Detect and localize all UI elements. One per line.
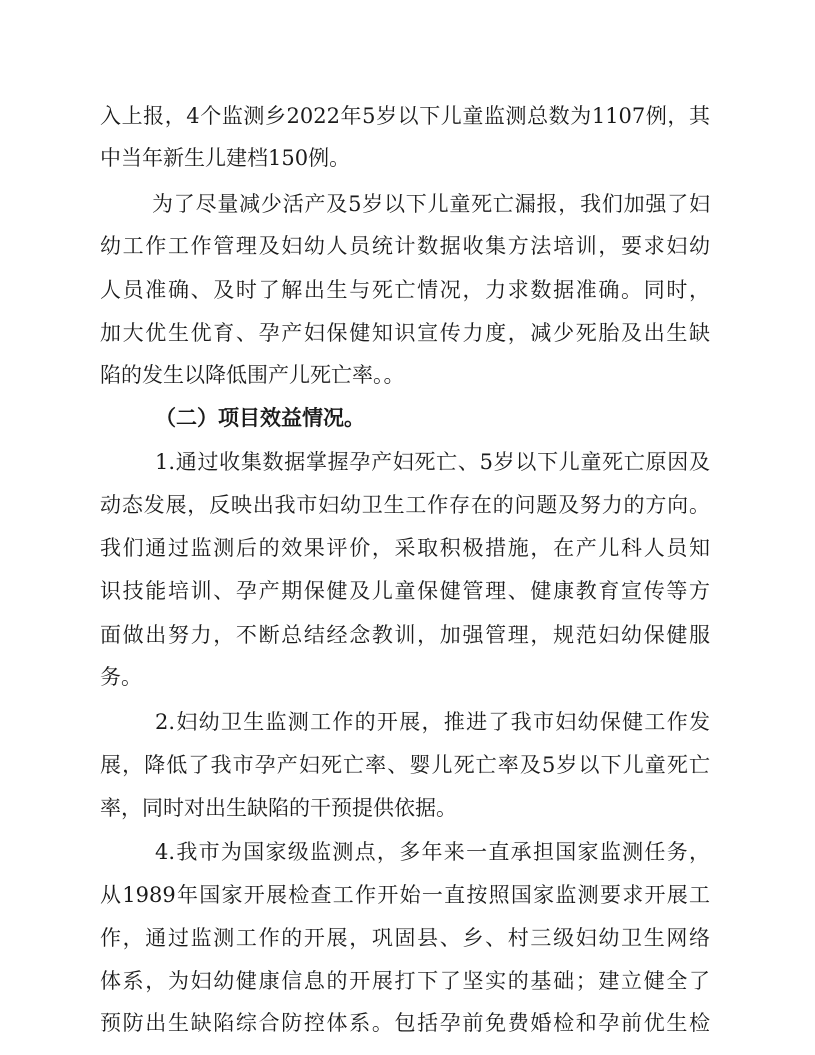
text-line-10 [0,485,815,525]
text-line-6-text: 加大优生优育、孕产妇保健知识宣传力度，减少死胎及出生缺 [100,321,710,345]
text-line-20 [0,918,815,958]
text-line-20-text: 作，通过监测工作的开展，巩固县、乡、村三级妇幼卫生网络 [100,926,710,950]
text-line-3 [0,184,815,224]
text-line-9-text: 1.通过收集数据掌握孕产妇死亡、5岁以下儿童死亡原因及 [155,450,710,474]
text-line-13 [0,615,815,655]
text-line-9 [0,442,815,482]
text-line-12-text: 识技能培训、孕产期保健及儿童保健管理、健康教育宣传等方 [100,579,710,603]
section-heading-text: （二）项目效益情况。 [155,405,365,430]
text-line-14-text: 务。 [100,665,142,689]
text-line-11-text: 我们通过监测后的效果评价，采取积极措施，在产儿科人员知 [100,536,710,560]
text-line-21-text: 体系，为妇幼健康信息的开展打下了坚实的基础；建立健全了 [100,969,710,993]
text-line-5-text: 人员准确、及时了解出生与死亡情况，力求数据准确。同时， [100,278,710,302]
text-line-13-text: 面做出努力，不断总结经念教训，加强管理，规范妇幼保健服 [100,623,710,647]
text-line-5 [0,270,815,310]
text-line-2 [0,138,815,178]
text-line-1-text: 入上报，4个监测乡2022年5岁以下儿童监测总数为1107例，其 [100,104,710,128]
text-line-1 [0,96,815,136]
text-line-6 [0,313,815,353]
text-line-4 [0,226,815,266]
text-line-15 [0,702,815,742]
text-line-7 [0,355,815,395]
text-line-16 [0,745,815,785]
text-line-12 [0,571,815,611]
text-line-22 [0,1003,815,1043]
text-line-10-text: 动态发展，反映出我市妇幼卫生工作存在的问题及努力的方向。 [100,493,710,517]
text-line-14 [0,657,815,697]
text-line-3-text: 为了尽量减少活产及5岁以下儿童死亡漏报，我们加强了妇 [152,192,710,216]
section-heading [0,398,815,438]
text-line-18 [0,832,815,872]
text-line-17 [0,788,815,828]
text-line-2-text: 中当年新生儿建档150例。 [100,146,351,170]
text-line-22-text: 预防出生缺陷综合防控体系。包括孕前免费婚检和孕前优生检 [100,1011,710,1035]
text-line-18-text: 4.我市为国家级监测点，多年来一直承担国家监测任务， [155,840,710,864]
text-line-19 [0,875,815,915]
text-line-19-text: 从1989年国家开展检查工作开始一直按照国家监测要求开展工 [100,883,710,907]
text-line-15-text: 2.妇幼卫生监测工作的开展，推进了我市妇幼保健工作发 [155,710,710,734]
text-line-11 [0,528,815,568]
text-line-17-text: 率，同时对出生缺陷的干预提供依据。 [100,796,457,820]
text-line-21 [0,961,815,1001]
text-line-16-text: 展，降低了我市孕产妇死亡率、婴儿死亡率及5岁以下儿童死亡 [100,753,710,777]
text-line-4-text: 幼工作工作管理及妇幼人员统计数据收集方法培训，要求妇幼 [100,234,710,258]
text-line-7-text: 陷的发生以降低围产儿死亡率。。 [100,363,405,387]
